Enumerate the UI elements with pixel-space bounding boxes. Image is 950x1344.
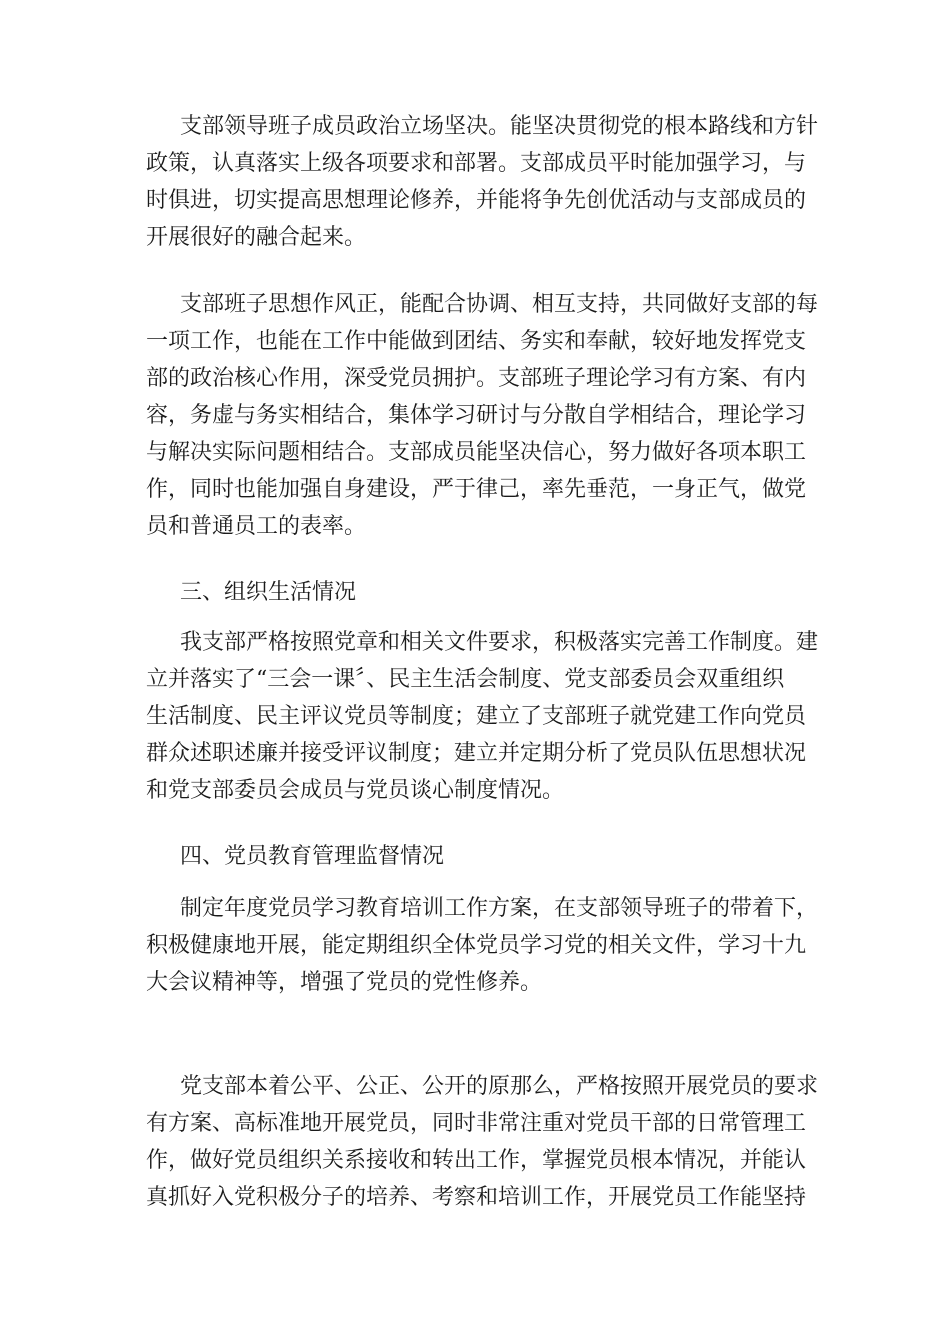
text-line: 支部班子思想作风正，能配合协调、相互支持，共同做好支部的每 [180,292,819,317]
text-line: 政策，认真落实上级各项要求和部署。支部成员平时能加强学习，与 [146,151,807,176]
section-heading-text: 三、组织生活情况 [180,580,357,605]
text-line: 积极健康地开展，能定期组织全体党员学习党的相关文件，学习十九 [146,933,807,958]
paragraph-organization-life [146,624,819,809]
text-line: 一项工作，也能在工作中能做到团结、务实和奉献，较好地发挥党支 [146,329,807,354]
text-line: 员和普通员工的表率。 [146,514,367,539]
section-heading-text: 四、党员教育管理监督情况 [180,844,445,869]
paragraph-work-style [146,286,819,545]
text-line: 与解决实际问题相结合。支部成员能坚决信心，努力做好各项本职工 [146,440,807,465]
text-line: 开展很好的融合起来。 [146,225,367,250]
text-line: 党支部本着公平、公正、公开的原那么，严格按照开展党员的要求 [180,1074,819,1099]
paragraph-member-development [146,1068,819,1216]
text-line: 我支部严格按照党章和相关文件要求，积极落实完善工作制度。建 [180,630,819,655]
section-heading-organization-life [146,574,806,611]
paragraph-leadership-politics [146,108,819,256]
text-line: 部的政治核心作用，深受党员拥护。支部班子理论学习有方案、有内 [146,366,807,391]
text-line: 支部领导班子成员政治立场坚决。能坚决贯彻党的根本路线和方针 [180,114,819,139]
paragraph-training-plan [146,890,819,1001]
text-line: 作，同时也能加强自身建设，严于律己，率先垂范，一身正气，做党 [146,477,807,502]
text-line: 作，做好党员组织关系接收和转出工作，掌握党员根本情况，并能认 [146,1148,807,1173]
section-heading-member-education [146,838,806,875]
text-line: 立并落实了“三会一课〞、民主生活会制度、党支部委员会双重组织 [146,667,785,692]
text-line: 真抓好入党积极分子的培养、考察和培训工作，开展党员工作能坚持 [146,1185,807,1210]
text-line: 和党支部委员会成员与党员谈心制度情况。 [146,778,565,803]
text-line: 有方案、高标准地开展党员，同时非常注重对党员干部的日常管理工 [146,1111,807,1136]
text-line: 制定年度党员学习教育培训工作方案，在支部领导班子的带着下， [180,896,819,921]
text-line: 容，务虚与务实相结合，集体学习研讨与分散自学相结合，理论学习 [146,403,807,428]
text-line: 生活制度、民主评议党员等制度；建立了支部班子就党建工作向党员 [146,704,807,729]
text-line: 大会议精神等，增强了党员的党性修养。 [146,970,543,995]
text-line: 群众述职述廉并接受评议制度；建立并定期分析了党员队伍思想状况 [146,741,807,766]
text-line: 时俱进，切实提高思想理论修养，并能将争先创优活动与支部成员的 [146,188,807,213]
